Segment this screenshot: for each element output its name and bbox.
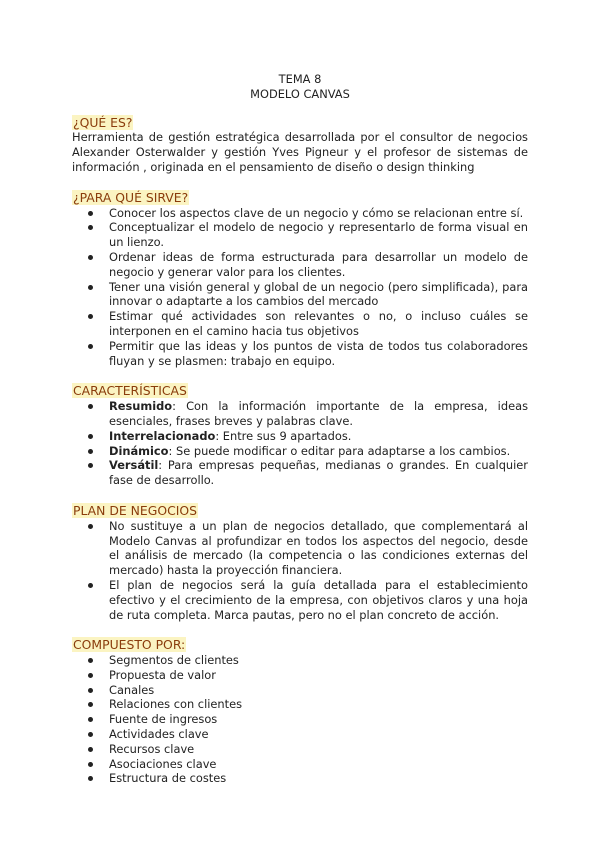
list-item [109, 444, 528, 459]
list-item [109, 653, 528, 668]
heading-plan-de-negocios: PLAN DE NEGOCIOS [73, 502, 198, 518]
bullet-icon [88, 732, 93, 737]
heading-caracteristicas: CARACTERÍSTICAS [73, 383, 187, 399]
list-item [109, 712, 528, 727]
term-description: : Entre sus 9 apartados. [215, 428, 352, 443]
list-item [109, 727, 528, 742]
list-item-text: Asociaciones clave [109, 756, 217, 771]
que-es-paragraph: Herramienta de gestión estratégica desarrollada por el consultor de negocios Alexander Osterwalder y gestión Yves Pigneur y el profesor de sistemas de información , originada en el pensamiento de diseño o design thinking [72, 130, 528, 174]
bullet-icon [88, 285, 93, 290]
list-item-text: Tener una visión general y global de un negocio (pero simplificada), para innovar o adaptarte a los cambios del mercado [109, 279, 528, 309]
list-item [109, 697, 528, 712]
list-item [109, 280, 528, 310]
term-description: : Con la información importante de la empresa, ideas esenciales, frases breves y palabras clave. [109, 399, 528, 428]
bullet-icon [88, 717, 93, 722]
list-item-text: Conocer los aspectos clave de un negocio y cómo se relacionan entre sí. [109, 205, 524, 220]
list-item-text: Ordenar ideas de forma estructurada para desarrollar un modelo de negocio y generar valor para los clientes. [109, 249, 528, 279]
term-label: Versátil [109, 458, 159, 473]
list-item-text: Canales [109, 682, 155, 697]
list-item-text: Actividades clave [109, 727, 209, 742]
document-title [72, 72, 528, 102]
list-item [109, 683, 528, 698]
section-para-que-sirve [72, 190, 528, 369]
heading-compuesto-por: COMPUESTO POR: [73, 637, 186, 653]
list-item [109, 458, 528, 488]
bullet-icon [88, 702, 93, 707]
plan-list [72, 519, 528, 623]
list-item [109, 206, 528, 221]
bullet-icon [88, 776, 93, 781]
section-que-es [72, 115, 528, 175]
bullet-icon [88, 314, 93, 319]
section-plan-de-negocios [72, 503, 528, 622]
bullet-icon [88, 344, 93, 349]
section-compuesto-por [72, 637, 528, 786]
list-item [109, 578, 528, 622]
bullet-icon [88, 404, 93, 409]
bullet-icon [88, 688, 93, 693]
bullet-icon [88, 225, 93, 230]
para-que-list [72, 206, 528, 369]
term-label: Resumido [109, 399, 173, 414]
list-item [109, 220, 528, 250]
title-topic: TEMA 8 [278, 72, 322, 86]
list-item-text: Recursos clave [109, 741, 195, 756]
list-item [109, 742, 528, 757]
list-item [109, 771, 528, 786]
bullet-icon [88, 463, 93, 468]
term-description: : Para empresas pequeñas, medianas o grandes. En cualquier fase de desarrollo. [109, 458, 528, 488]
list-item [109, 339, 528, 369]
bullet-icon [88, 747, 93, 752]
heading-para-que-sirve: ¿PARA QUÉ SIRVE? [73, 189, 189, 205]
list-item [109, 250, 528, 280]
bullet-icon [88, 255, 93, 260]
list-item-text: Fuente de ingresos [109, 712, 218, 727]
list-item [109, 668, 528, 683]
list-item-text: Estimar qué actividades son relevantes o no, o incluso cuáles se interponen en el camino hacia tus objetivos [109, 309, 528, 338]
term-description: : Se puede modificar o editar para adaptarse a los cambios. [168, 443, 511, 458]
section-caracteristicas [72, 383, 528, 488]
list-item-text: El plan de negocios será la guía detallada para el establecimiento efectivo y el crecimiento de la empresa, con objetivos claros y una hoja de ruta completa. Marca pautas, pero no el plan concreto de acción. [109, 577, 528, 622]
bullet-icon [88, 583, 93, 588]
bullet-icon [88, 434, 93, 439]
term-label: Interrelacionado [109, 428, 216, 443]
bullet-icon [88, 762, 93, 767]
list-item [109, 429, 528, 444]
list-item [109, 519, 528, 578]
list-item [109, 399, 528, 429]
list-item-text: Relaciones con clientes [109, 697, 243, 712]
list-item-text: No sustituye a un plan de negocios detallado, que complementará al Modelo Canvas al profundizar en todos los aspectos del negocio, desde el análisis de mercado (la competencia o las condiciones externas del mercado) hasta la proyección financiera. [109, 518, 528, 578]
list-item [109, 309, 528, 339]
compuesto-list [72, 653, 528, 786]
list-item-text: Estructura de costes [109, 771, 227, 786]
title-subject: MODELO CANVAS [250, 86, 350, 101]
caracteristicas-list [72, 399, 528, 488]
heading-que-es: ¿QUÉ ES? [73, 114, 133, 130]
list-item-text: Permitir que las ideas y los puntos de vista de todos tus colaboradores fluyan y se plasmen: trabajo en equipo. [109, 338, 528, 368]
list-item [109, 757, 528, 772]
list-item-text: Segmentos de clientes [109, 653, 239, 668]
bullet-icon [88, 449, 93, 454]
bullet-icon [88, 211, 93, 216]
bullet-icon [88, 658, 93, 663]
term-label: Dinámico [109, 443, 169, 458]
bullet-icon [88, 524, 93, 529]
list-item-text: Propuesta de valor [109, 667, 216, 682]
list-item-text: Conceptualizar el modelo de negocio y representarlo de forma visual en un lienzo. [109, 220, 528, 250]
bullet-icon [88, 673, 93, 678]
